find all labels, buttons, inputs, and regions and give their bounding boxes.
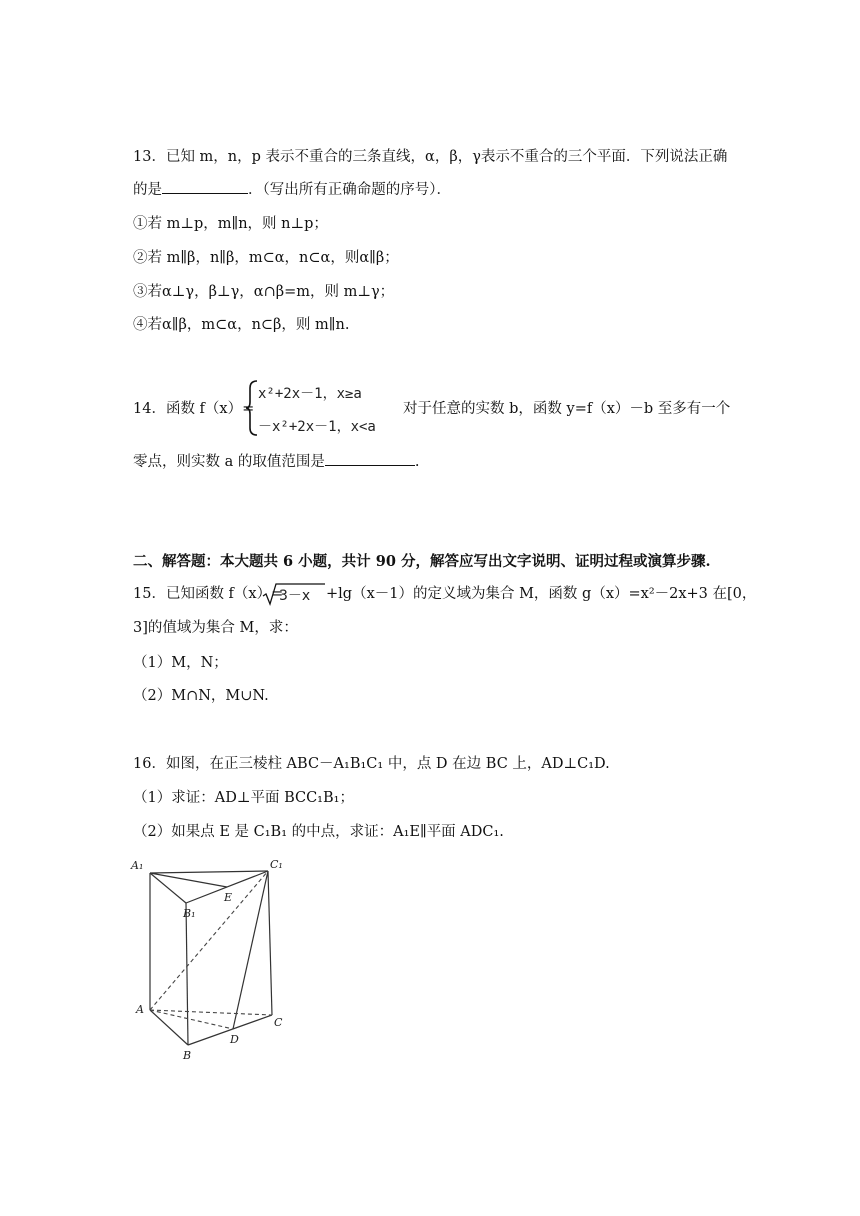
q13-line1: 13．已知 m，n，p 表示不重合的三条直线，α，β，γ表示不重合的三个平面．下列说法正确 xyxy=(133,149,728,165)
label-A: A xyxy=(136,1003,144,1016)
segment-AC1-hidden xyxy=(150,871,268,1010)
q14-case-2: －x²+2x－1，x<a xyxy=(258,419,376,435)
q14-suffix: 对于任意的实数 b，函数 y=f（x）－b 至多有一个 xyxy=(403,401,731,417)
q14-line2-before: 零点，则实数 a 的取值范围是 xyxy=(133,454,325,470)
q13-line2 xyxy=(133,179,451,200)
q13-line2-before: 的是 xyxy=(133,182,162,198)
q16-part-1: （1）求证：AD⊥平面 BCC₁B₁； xyxy=(133,790,354,806)
q15-part-2: （2）M∩N，M∪N. xyxy=(133,688,269,704)
edge-A1C1 xyxy=(150,871,268,873)
prism-figure xyxy=(128,855,288,1065)
edge-BB1 xyxy=(186,903,188,1045)
edge-AB xyxy=(150,1010,188,1045)
section-heading: 二、解答题：本大题共 6 小题，共计 90 分，解答应写出文字说明、证明过程或演算步骤. xyxy=(133,553,711,570)
label-C1: C₁ xyxy=(270,858,283,871)
label-B1: B₁ xyxy=(183,907,196,920)
q16-part-2: （2）如果点 E 是 C₁B₁ 的中点，求证：A₁E∥平面 ADC₁. xyxy=(133,824,504,840)
q13-line2-after: ．（写出所有正确命题的序号）． xyxy=(248,182,451,198)
label-A1: A₁ xyxy=(131,859,144,872)
q15-prefix: 15．已知函数 f（x）= xyxy=(133,586,284,602)
segment-C1D xyxy=(233,871,268,1029)
q14-line2 xyxy=(133,451,419,472)
segment-A1E xyxy=(150,873,227,887)
piecewise-brace xyxy=(245,380,259,436)
q14-line2-after: . xyxy=(414,454,420,470)
edge-A1B1 xyxy=(150,873,186,903)
q15-radicand: 3－x xyxy=(279,588,311,604)
label-D: D xyxy=(230,1033,239,1046)
q16-line1: 16．如图，在正三棱柱 ABC－A₁B₁C₁ 中，点 D 在边 BC 上，AD⊥C₁D. xyxy=(133,756,610,772)
edge-AC-hidden xyxy=(150,1010,272,1015)
q13-option-4: ④若α∥β，m⊂α，n⊂β，则 m∥n. xyxy=(133,317,350,333)
label-E: E xyxy=(224,891,233,904)
q13-answer-blank[interactable] xyxy=(162,179,248,194)
edge-CC1 xyxy=(268,871,272,1015)
q13-option-1: ①若 m⊥p，m∥n，则 n⊥p； xyxy=(133,216,328,232)
q15-part-1: （1）M，N； xyxy=(133,655,228,671)
q15-line2: 3]的值域为集合 M，求： xyxy=(133,620,298,636)
q14-prefix: 14．函数 f（x）= xyxy=(133,401,255,417)
label-B: B xyxy=(183,1049,192,1062)
q15-suffix: +lg（x－1）的定义域为集合 M，函数 g（x）=x²－2x+3 在[0， xyxy=(326,586,757,602)
q13-option-2: ②若 m∥β，n∥β，m⊂α，n⊂α，则α∥β； xyxy=(133,250,399,266)
label-C: C xyxy=(274,1016,283,1029)
q13-option-3: ③若α⊥γ，β⊥γ，α∩β=m，则 m⊥γ； xyxy=(133,284,395,300)
q14-answer-blank[interactable] xyxy=(325,451,415,466)
q14-case-1: x²+2x－1，x≥a xyxy=(258,386,362,402)
